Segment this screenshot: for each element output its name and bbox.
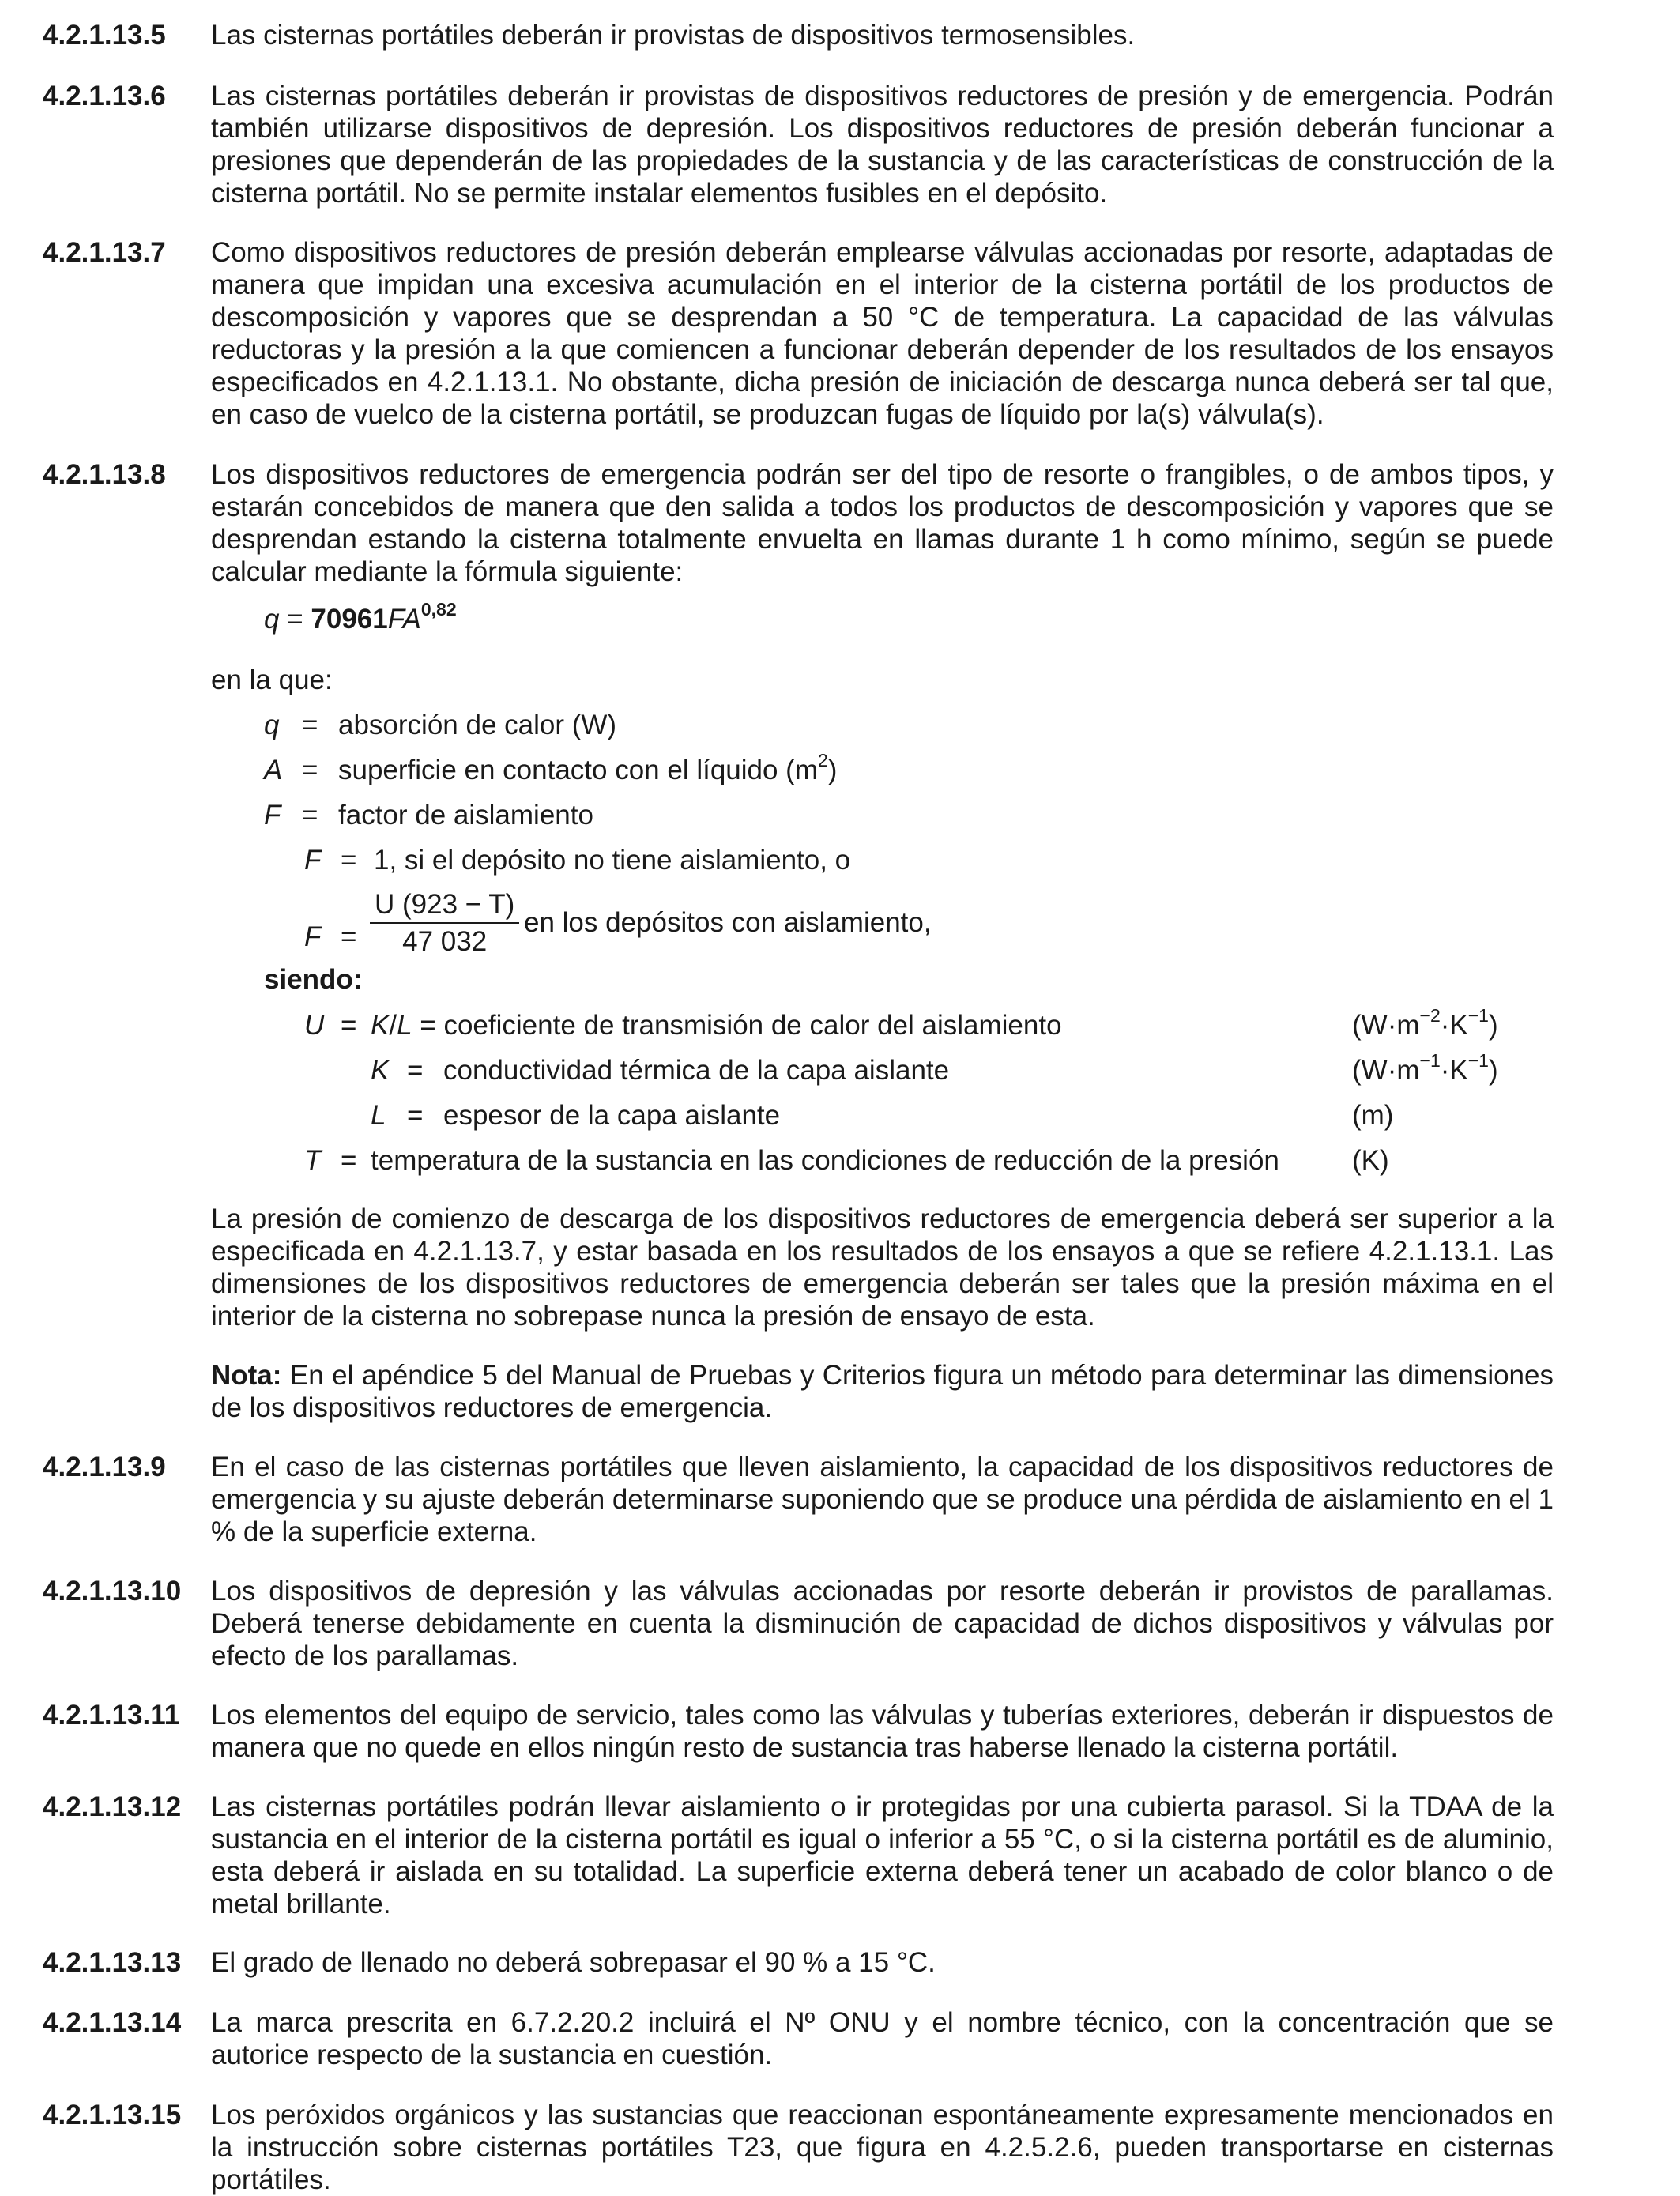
siendo-def-u: U = K/L = coeficiente de transmisión de calor del aislamiento $(W\cdot m^{-2}\cdot K^{-1})$ xyxy=(304,1005,1498,1041)
u-expression: K/L = xyxy=(371,1010,436,1041)
section-4-2-1-13-7 xyxy=(43,236,1554,431)
section-number: 4.2.1.13.14 xyxy=(43,2007,182,2038)
section-text: El grado de llenado no deberá sobrepasar el 90 % a 15 °C. xyxy=(211,1947,936,1978)
formula-q: q xyxy=(264,604,280,635)
section-4-2-1-13-12 xyxy=(43,1791,1554,1920)
section-number: 4.2.1.13.10 xyxy=(43,1576,182,1607)
section-text: Los peróxidos orgánicos y las sustancias que reaccionan espontáneamente expresamente mencionados en la instrucción sobre cisternas portátiles T23, que figura en 4.2.5.2.6, pueden transportarse en cisternas portátiles. xyxy=(211,2100,1554,2195)
section-number: 4.2.1.13.11 xyxy=(43,1700,180,1731)
section-4-2-1-13-10 xyxy=(43,1575,1554,1672)
section-number: 4.2.1.13.6 xyxy=(43,81,166,111)
f-case-text: 1, si el depósito no tiene aislamiento, o xyxy=(374,845,851,876)
section-number: 4.2.1.13.9 xyxy=(43,1452,166,1482)
unit-u: $(W\cdot m^{-2}\cdot K^{-1})$ xyxy=(1352,1005,1498,1041)
siendo-def-l: L = espesor de la capa aislante (m) xyxy=(371,1100,1394,1131)
section-text: Las cisternas portátiles deberán ir provistas de dispositivos termosensibles. xyxy=(211,20,1136,51)
section-4-2-1-13-9 xyxy=(43,1451,1554,1548)
definition-symbol: F xyxy=(264,800,281,831)
section-4-2-1-13-13 xyxy=(43,1946,1554,1979)
section-4-2-1-13-6 xyxy=(43,80,1554,209)
note-text: En el apéndice 5 del Manual de Pruebas y Criterios figura un método para determinar las dimensiones de los dispositivos reductores de emergencia. xyxy=(211,1360,1554,1423)
f-case-insulated-text: en los depósitos con aislamiento, xyxy=(524,907,932,938)
formula-vars: FA xyxy=(387,604,421,635)
section-text: En el caso de las cisternas portátiles que lleven aislamiento, la capacidad de los dispositivos reductores de emergencia y su ajuste deberán determinarse suponiendo que se produce una pérdida de aislamiento en el 1 % de la superficie externa. xyxy=(211,1452,1554,1547)
section-text: Los elementos del equipo de servicio, tales como las válvulas y tuberías exteriores, deberán ir dispuestos de manera que no quede en ellos ningún resto de sustancia tras haberse llenado la cisterna portátil. xyxy=(211,1700,1554,1763)
formula-exponent: 0,82 xyxy=(420,599,457,620)
section-text: Las cisternas portátiles deberán ir provistas de dispositivos reductores de presión y de emergencia. Podrán también utilizarse dispositivos de depresión. Los dispositivos reductores de presión deberán funcionar a presiones que dependerán de las propiedades de la sustancia y de las características de construcción de la cisterna portátil. No se permite instalar elementos fusibles en el depósito. xyxy=(211,81,1554,209)
unit-k: $(W\cdot m^{-1}\cdot K^{-1})$ xyxy=(1352,1050,1498,1086)
section-number: 4.2.1.13.7 xyxy=(43,237,166,268)
definition-text: absorción de calor (W) xyxy=(338,710,617,740)
siendo-def-text: conductividad térmica de la capa aislante xyxy=(443,1055,950,1086)
siendo-def-k: K = conductividad térmica de la capa aislante $(W\cdot m^{-1}\cdot K^{-1})$ xyxy=(371,1050,1498,1086)
siendo-def-t: T = temperatura de la sustancia en las condiciones de reducción de la presión (K) xyxy=(304,1145,1389,1176)
section-4-2-1-13-11 xyxy=(43,1699,1554,1764)
section-text: La marca prescrita en 6.7.2.20.2 incluirá el Nº ONU y el nombre técnico, con la concentración que se autorice respecto de la sustancia en cuestión. xyxy=(211,2007,1554,2070)
definition-a: A = superficie en contacto con el líquido $(m^2)$ xyxy=(264,750,838,785)
fraction-denominator: 47 032 xyxy=(402,926,488,957)
section-4-2-1-13-5 xyxy=(43,19,1554,51)
siendo-def-text: coeficiente de transmisión de calor del aislamiento xyxy=(443,1010,1062,1041)
siendo-def-text: temperatura de la sustancia en las condiciones de reducción de la presión xyxy=(371,1145,1279,1176)
unit-t: (K) xyxy=(1352,1145,1389,1176)
fraction-numerator: U (923 − T) xyxy=(370,888,519,924)
definition-symbol: q xyxy=(264,710,280,740)
section-number: 4.2.1.13.13 xyxy=(43,1947,182,1978)
section-4-2-1-13-8 xyxy=(43,458,1554,588)
definition-text: superficie en contacto con el líquido (m xyxy=(338,755,818,785)
section-text: Los dispositivos de depresión y las válvulas accionadas por resorte deberán ir provistos de parallamas. Deberá tenerse debidamente en cuenta la disminución de capacidad de dichos dispositivos y válvulas por efecto de los parallamas. xyxy=(211,1576,1554,1671)
insulation-fraction xyxy=(370,888,519,958)
formula-equals: = xyxy=(287,604,303,635)
definition-q: q = absorción de calor (W) xyxy=(264,710,617,740)
note xyxy=(211,1359,1554,1424)
note-label: Nota: xyxy=(211,1360,282,1391)
unit-l: (m) xyxy=(1352,1100,1394,1131)
f-case-insulated-lhs: F = xyxy=(304,921,357,952)
section-text: Los dispositivos reductores de emergencia podrán ser del tipo de resorte o frangibles, o de ambos tipos, y estarán concebidos de manera que den salida a todos los productos de descomposición y vapores que se desprendan estando la cisterna totalmente envuelta en llamas durante 1 h como mínimo, según se puede calcular mediante la fórmula siguiente: xyxy=(211,459,1554,587)
section-text: Las cisternas portátiles podrán llevar aislamiento o ir protegidas por una cubierta parasol. Si la TDAA de la sustancia en el interior de la cisterna portátil es igual o inferior a 55 °C, o si la cisterna portátil es de aluminio, esta deberá ir aislada en su totalidad. La superficie externa deberá tener un acabado de color blanco o de metal brillante. xyxy=(211,1791,1554,1919)
definition-f: F = factor de aislamiento xyxy=(264,800,593,831)
f-case-uninsulated: F = 1, si el depósito no tiene aislamiento, o xyxy=(304,845,851,876)
section-number: 4.2.1.13.5 xyxy=(43,20,166,51)
heat-formula xyxy=(264,599,457,635)
section-text: Como dispositivos reductores de presión deberán emplearse válvulas accionadas por resorte, adaptadas de manera que impidan una excesiva acumulación en el interior de la cisterna portátil de los productos de descomposición y vapores que se desprendan a 50 °C de temperatura. La capacidad de las válvulas reductoras y la presión a la que comiencen a funcionar deberán depender de los resultados de los ensayos especificados en 4.2.1.13.1. No obstante, dicha presión de iniciación de descarga nunca deberá ser tal que, en caso de vuelco de la cisterna portátil, se produzcan fugas de líquido por la(s) válvula(s). xyxy=(211,237,1554,430)
section-number: 4.2.1.13.8 xyxy=(43,459,166,490)
definition-symbol: A xyxy=(264,755,283,785)
section-4-2-1-13-15 xyxy=(43,2099,1554,2196)
section-4-2-1-13-14 xyxy=(43,2006,1554,2071)
formula-coefficient: 70961 xyxy=(311,604,388,635)
where-intro: en la que: xyxy=(211,665,333,695)
siendo-label: siendo: xyxy=(264,964,363,995)
siendo-def-text: espesor de la capa aislante xyxy=(443,1100,781,1131)
after-formula-text: La presión de comienzo de descarga de los dispositivos reductores de emergencia deberá ser superior a la especificada en 4.2.1.13.7, y estar basada en los resultados de los ensayos a que se refiere 4.2.1.13.1. Las dimensiones de los dispositivos reductores de emergencia deberán ser tales que la presión máxima en el interior de la cisterna no sobrepase nunca la presión de ensayo de esta. xyxy=(211,1203,1554,1332)
definition-text: factor de aislamiento xyxy=(338,800,593,831)
section-number: 4.2.1.13.15 xyxy=(43,2100,182,2130)
section-number: 4.2.1.13.12 xyxy=(43,1791,182,1822)
